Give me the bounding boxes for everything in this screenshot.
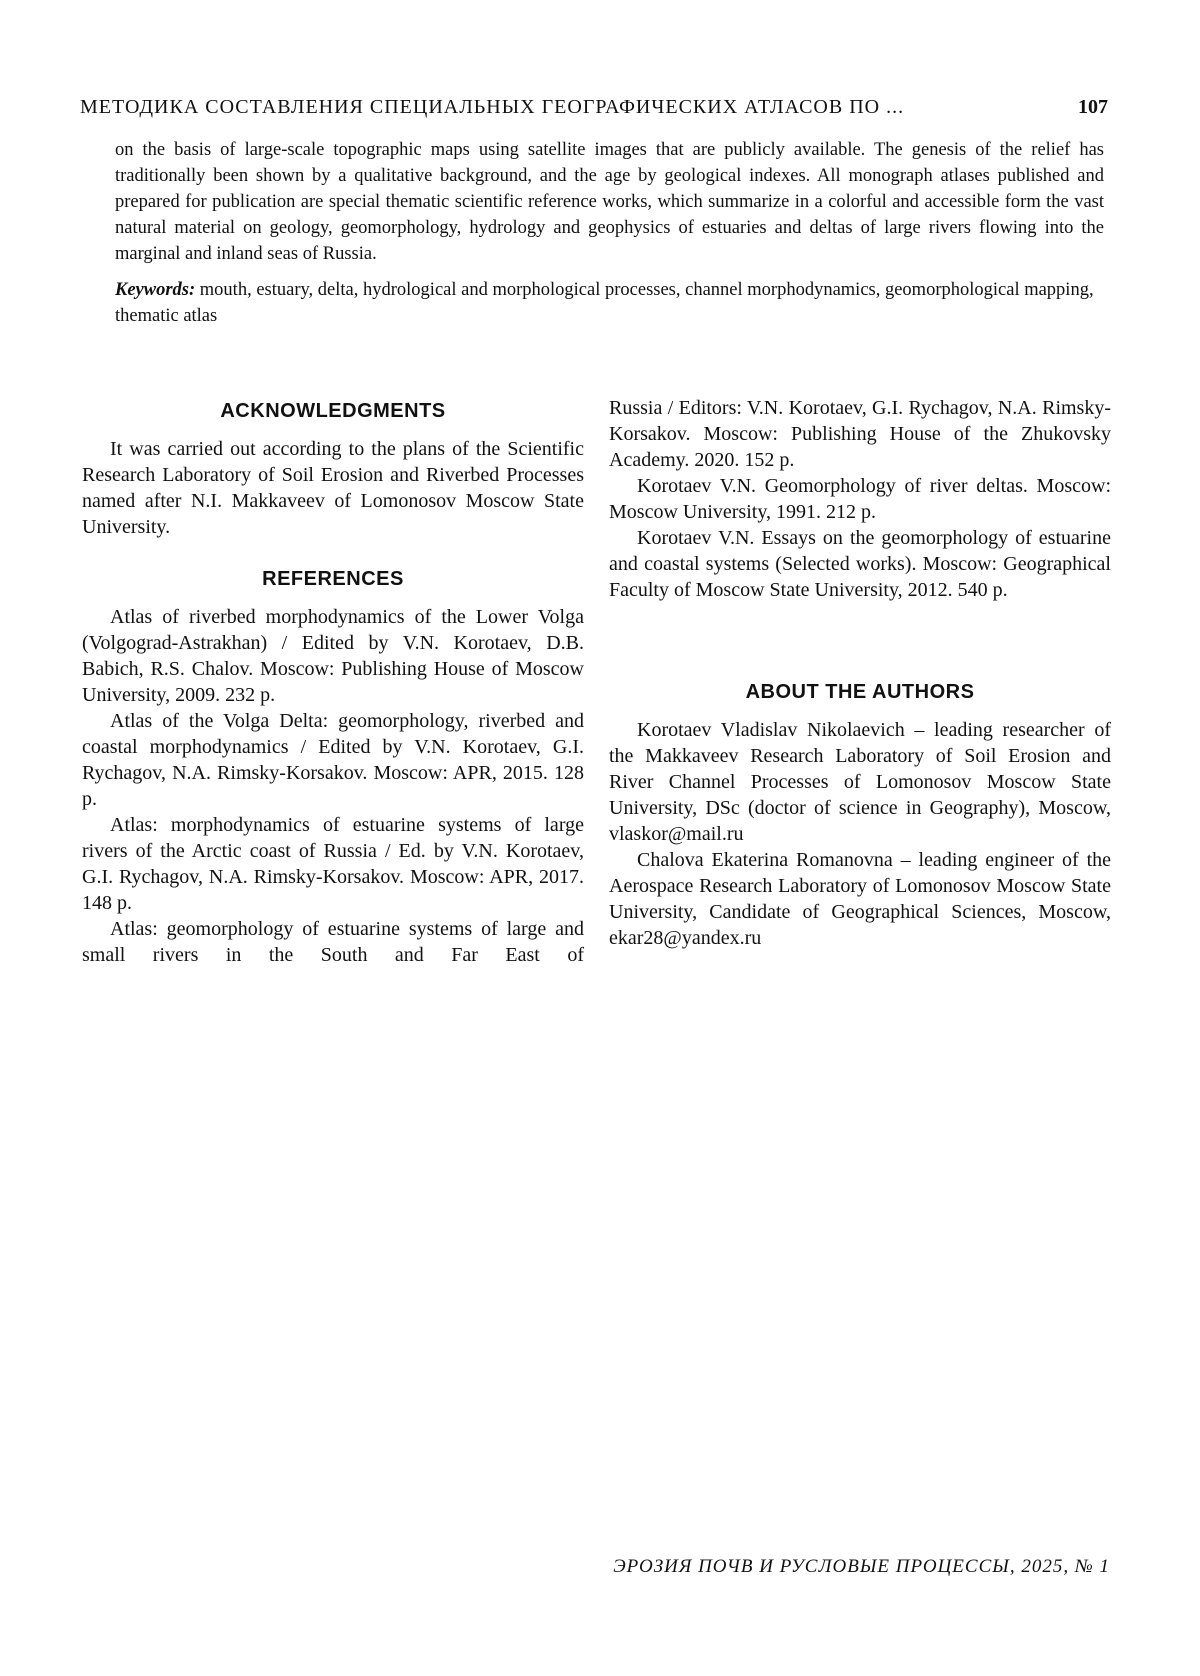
abstract-text: on the basis of large-scale topographic maps using satellite images that are publicly available. The genesis of the relief has traditionally been shown by a qualitative background, and the age by geological indexes. All monograph atlases published and prepared for publication are special thematic scientific reference works, which summarize in a colorful and accessible form the vast natural material on geology, geomorphology, hydrology and geophysics of estuaries and deltas of large rivers flowing into the marginal and inland seas of Russia. (115, 140, 1104, 264)
acknowledgments-text: It was carried out according to the plans of the Scientific Research Laboratory of Soil Erosion and Riverbed Processes named after N.I. Makkaveev of Lomonosov Moscow State University. (82, 438, 584, 538)
running-title: МЕТОДИКА СОСТАВЛЕНИЯ СПЕЦИАЛЬНЫХ ГЕОГРАФИЧЕСКИХ АТЛАСОВ ПО ... (80, 96, 905, 118)
keywords (115, 277, 1104, 329)
reference-item-continued: Russia / Editors: V.N. Korotaev, G.I. Rychagov, N.A. Rimsky-Korsakov. Moscow: Publishing House of the Zhukovsky Academy. 2020. 152 p. (609, 397, 1111, 471)
right-column (609, 395, 1111, 951)
reference-item: Atlas: morphodynamics of estuarine systems of large rivers of the Arctic coast of Russia / Ed. by V.N. Korotaev, G.I. Rychagov, N.A. Rimsky-Korsakov. Moscow: APR, 2017. 148 p. (82, 814, 584, 914)
running-head (80, 96, 1108, 119)
journal-footer: ЭРОЗИЯ ПОЧВ И РУСЛОВЫЕ ПРОЦЕССЫ, 2025, № 1 (613, 1556, 1110, 1577)
acknowledgments-heading: ACKNOWLEDGMENTS (220, 400, 446, 422)
keywords-label: Keywords: (115, 280, 196, 300)
reference-item: Atlas of riverbed morphodynamics of the Lower Volga (Volgograd-Astrakhan) / Edited by V.N. Korotaev, D.B. Babich, R.S. Chalov. Moscow: Publishing House of Moscow University, 2009. 232 p. (82, 606, 584, 706)
left-column (82, 398, 584, 968)
author-item: Chalova Ekaterina Romanovna – leading engineer of the Aerospace Research Laboratory of Lomonosov Moscow State University, Candidate of Geographical Sciences, Moscow, ekar28@yandex.ru (609, 849, 1111, 949)
page-number: 107 (1078, 96, 1108, 118)
references-heading: REFERENCES (262, 568, 404, 590)
author-item: Korotaev Vladislav Nikolaevich – leading researcher of the Makkaveev Research Laboratory of Soil Erosion and River Channel Processes of Lomonosov Moscow State University, DSc (doctor of science in Geography), Moscow, vlaskor@mail.ru (609, 719, 1111, 845)
reference-item: Atlas of the Volga Delta: geomorphology, riverbed and coastal morphodynamics / Edited by V.N. Korotaev, G.I. Rychagov, N.A. Rimsky-Korsakov. Moscow: APR, 2015. 128 p. (82, 710, 584, 810)
reference-item: Korotaev V.N. Essays on the geomorphology of estuarine and coastal systems (Selected works). Moscow: Geographical Faculty of Moscow State University, 2012. 540 p. (609, 527, 1111, 601)
keywords-text: mouth, estuary, delta, hydrological and morphological processes, channel morphodynamics, geomorphological mapping, thematic atlas (115, 280, 1094, 326)
reference-item: Korotaev V.N. Geomorphology of river deltas. Moscow: Moscow University, 1991. 212 p. (609, 475, 1111, 523)
authors-heading: ABOUT THE AUTHORS (745, 681, 975, 703)
reference-item: Atlas: geomorphology of estuarine systems of large and small rivers in the South and Far East of (82, 918, 584, 966)
